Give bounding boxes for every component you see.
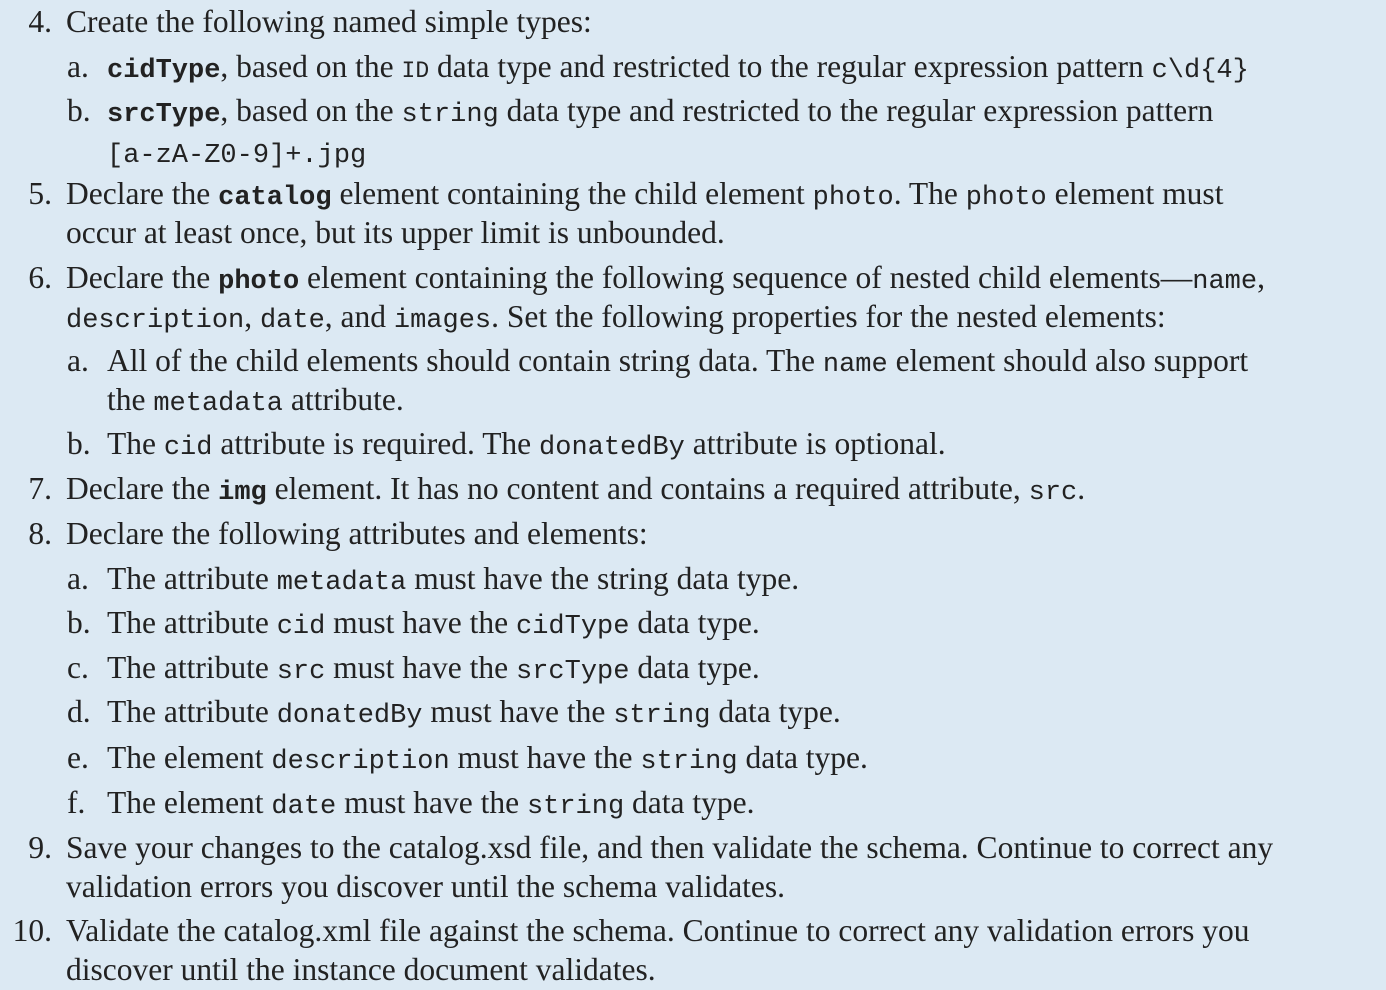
step-number: 4. bbox=[28, 4, 52, 39]
substep-text bbox=[107, 47, 1249, 91]
substep-letter: b. bbox=[67, 93, 91, 128]
substep-letter: a. bbox=[67, 49, 89, 84]
substep-text bbox=[107, 559, 799, 603]
substep-letter: b. bbox=[67, 605, 91, 640]
substep-text-continued bbox=[107, 132, 366, 176]
text-run: The attribute bbox=[107, 561, 277, 596]
text-run: , based on the bbox=[220, 93, 402, 128]
text-run: data type. bbox=[624, 785, 755, 820]
code-term: date bbox=[271, 792, 337, 822]
code-term: photo bbox=[812, 183, 894, 213]
substep-letter: b. bbox=[67, 426, 91, 461]
code-term: src bbox=[276, 657, 326, 687]
step-text bbox=[66, 258, 1265, 302]
code-term: srcType bbox=[107, 100, 221, 130]
step-text: Create the following named simple types: bbox=[66, 4, 592, 39]
text-run: The attribute bbox=[107, 605, 277, 640]
code-term: string bbox=[640, 747, 738, 777]
code-term: cidType bbox=[107, 56, 221, 86]
code-term: donatedBy bbox=[276, 701, 423, 731]
substep-text bbox=[107, 738, 868, 782]
substep-letter: a. bbox=[67, 343, 89, 378]
text-run: , and bbox=[324, 299, 394, 334]
text-run: The attribute bbox=[107, 694, 277, 729]
step-text bbox=[66, 174, 1223, 218]
text-run: must have the bbox=[449, 740, 641, 775]
code-term: string bbox=[401, 100, 499, 130]
text-run: . The bbox=[893, 176, 966, 211]
code-term: name bbox=[1192, 267, 1258, 297]
substep-text bbox=[107, 341, 1248, 385]
step-text-continued bbox=[66, 213, 725, 253]
text-run: data type and restricted to the regular expression pattern bbox=[498, 93, 1214, 128]
text-run: All of the child elements should contain string data. The bbox=[107, 343, 823, 378]
substep-text bbox=[107, 424, 946, 468]
code-term: srcType bbox=[516, 657, 630, 687]
step-text: Declare the following attributes and elements: bbox=[66, 516, 648, 551]
substep-text bbox=[107, 783, 755, 827]
code-term: name bbox=[822, 350, 888, 380]
text-run: element should also support bbox=[887, 343, 1249, 378]
text-run: Declare the bbox=[66, 260, 219, 295]
code-term: string bbox=[613, 701, 711, 731]
code-term: [a-zA-Z0-9]+.jpg bbox=[107, 141, 367, 171]
text-run: element must bbox=[1046, 176, 1224, 211]
text-run: attribute. bbox=[282, 382, 404, 417]
step-text: Validate the catalog.xml file against the schema. Continue to correct any validation errors you bbox=[66, 913, 1250, 948]
step-text: Save your changes to the catalog.xsd file, and then validate the schema. Continue to correct any bbox=[66, 830, 1274, 865]
text-run: must have the bbox=[325, 605, 517, 640]
step-text-continued: discover until the instance document validates. bbox=[66, 952, 656, 987]
step-text-continued bbox=[66, 297, 1166, 341]
text-run: Declare the bbox=[66, 176, 219, 211]
text-run: must have the bbox=[422, 694, 614, 729]
substep-letter: e. bbox=[67, 740, 89, 775]
text-run: must have the bbox=[325, 650, 517, 685]
step-number: 7. bbox=[28, 471, 52, 506]
code-term: metadata bbox=[276, 568, 407, 598]
text-run: , based on the bbox=[220, 49, 402, 84]
substep-text bbox=[107, 692, 841, 736]
substep-text bbox=[107, 91, 1213, 135]
text-run: must have the string data type. bbox=[406, 561, 800, 596]
text-run: must have the bbox=[336, 785, 527, 820]
code-term: cid bbox=[276, 612, 326, 642]
text-run: The element bbox=[107, 740, 272, 775]
text-run: element containing the child element bbox=[331, 176, 813, 211]
text-run: occur at least once, but its upper limit is unbounded. bbox=[66, 215, 725, 250]
text-run: , bbox=[1257, 260, 1265, 295]
code-term: src bbox=[1028, 478, 1078, 508]
code-term: ID bbox=[401, 58, 430, 84]
code-term: catalog bbox=[218, 183, 332, 213]
text-run: data type. bbox=[710, 694, 841, 729]
text-run: , bbox=[244, 299, 260, 334]
text-run: element containing the following sequence of nested child elements— bbox=[299, 260, 1193, 295]
text-run: data type. bbox=[737, 740, 868, 775]
code-term: photo bbox=[218, 267, 300, 297]
text-run: attribute is optional. bbox=[684, 426, 946, 461]
text-run: data type and restricted to the regular expression pattern bbox=[429, 49, 1152, 84]
text-run: Declare the bbox=[66, 471, 219, 506]
substep-text bbox=[107, 603, 760, 647]
text-run: the bbox=[107, 382, 154, 417]
text-run: data type. bbox=[629, 650, 760, 685]
substep-text bbox=[107, 648, 760, 692]
step-number: 9. bbox=[28, 830, 52, 865]
code-term: images bbox=[393, 306, 492, 336]
text-run: . bbox=[1077, 471, 1086, 506]
code-term: description bbox=[66, 306, 245, 336]
code-term: date bbox=[259, 306, 325, 336]
code-term: photo bbox=[965, 183, 1047, 213]
substep-letter: d. bbox=[67, 694, 91, 729]
step-number: 6. bbox=[28, 260, 52, 295]
code-term: donatedBy bbox=[539, 433, 685, 463]
step-text bbox=[66, 469, 1085, 513]
code-term: cid bbox=[163, 433, 213, 463]
text-run: The bbox=[107, 426, 164, 461]
code-term: metadata bbox=[153, 389, 283, 419]
step-number: 8. bbox=[28, 516, 52, 551]
step-text-continued: validation errors you discover until the schema validates. bbox=[66, 869, 786, 904]
code-term: cidType bbox=[516, 612, 630, 642]
text-run: attribute is required. The bbox=[212, 426, 540, 461]
text-run: The attribute bbox=[107, 650, 277, 685]
text-run: data type. bbox=[629, 605, 760, 640]
text-run: The element bbox=[107, 785, 272, 820]
substep-letter: c. bbox=[67, 650, 89, 685]
substep-letter: f. bbox=[67, 785, 86, 820]
substep-letter: a. bbox=[67, 561, 89, 596]
text-run: . Set the following properties for the nested elements: bbox=[491, 299, 1166, 334]
substep-text-continued bbox=[107, 380, 404, 424]
code-term: c\d{4} bbox=[1151, 56, 1249, 86]
text-run: element. It has no content and contains a required attribute, bbox=[266, 471, 1029, 506]
step-number: 10. bbox=[12, 913, 52, 948]
code-term: description bbox=[271, 747, 450, 777]
code-term: img bbox=[218, 478, 267, 508]
code-term: string bbox=[526, 792, 625, 822]
step-number: 5. bbox=[28, 176, 52, 211]
